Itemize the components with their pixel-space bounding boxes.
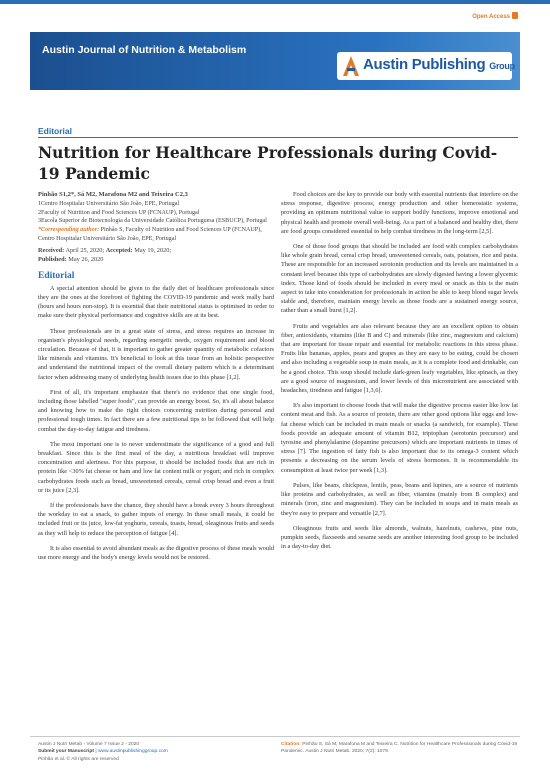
left-paragraph: If the professionals have the chance, they should have a break every 3 hours throughout the workday to eat a snack, to gather inputs of energy. In these small meals, it could be included fruit or its juice, low-fat yoghurts, cereals, toasts, bread, oleaginous fruits and seeds as they will help to reduce the perception of fatigue [4]. [38, 502, 274, 537]
right-paragraph: One of those food groups that should be included are food with complex carbohydrates like whole grain bread, cereal crisp bread, unsweetened cereals, oats, potatoes, rice and pasta. These are responsible for an increased serotonin production and its levels are maintained in a constant level because this type of carbohydrates are slowly digested having a lower glycemic index. Those kind of foods should be included in every meal or snack as this is the main aspect to take into consideration for professionals in action be able to keep blood sugar levels stable and, therefore, maintain energy levels as those foods are a sustained energy source, rather than a small burst [1,2]. [281, 243, 518, 315]
open-access-label: Open Access [472, 14, 510, 20]
corresponding-label: *Corresponding author: [38, 226, 100, 233]
citation-text: Pinhão S, Sá M, Marafona M and Teixeira C. Nutrition for Healthcare Professionals during Covid-19 Pandemic. Austin J Nutri Metab. 2020; 7(2): 1079. [281, 742, 518, 755]
affiliation-3: 3Escola Superior de Biotecnologia da Universidade Católica Portuguesa (ESBUCP), Portugal [38, 218, 267, 225]
accepted-label: Accepted: [105, 247, 133, 255]
section-divider [38, 137, 518, 138]
footer-citation [281, 741, 518, 756]
right-paragraph: Pulses, like beans, chickpeas, lentils, peas, beans and lupines, are a source of nutrients like proteins and carbohydrates, as well as fiber, vitamins (mainly from B complex) and minerals (iron, zinc and magnesium). They can be included in soups and in main meals as they're easy to prepare and versatile [2,7]. [281, 481, 518, 517]
open-access-badge [472, 12, 518, 20]
corresponding-author [38, 226, 274, 243]
left-paragraph: A special attention should be given to the daily diet of healthcare professionals since they are the ones at the forefront of fighting the COVID-19 pandemic and work really hard (hours and hours non-stop). It is essential that their nutritional status is optimised in order to make sure their physical performance and cognitive skills are at its best. [38, 284, 274, 320]
publisher-website-link[interactable]: | www.austinpublishinggroup.com [93, 749, 168, 755]
right-paragraph: Food choices are the key to provide our body with essential nutrients that interfere on the stress response, digestive process, energy production and other homeostatic systems, providing an optimum nutritional value to support bodily functions, improve emotional and physical health and promote overall well-being. As a part of a balanced and healthy diet, there are food groups considered essential to help combat tiredness in the long-term [2,5]. [281, 191, 518, 235]
footer-divider [30, 736, 520, 737]
affiliation-2: 2Faculty of Nutrition and Food Sciences UP (FCNAUP), Portugal [38, 209, 200, 216]
footer-journal-line: Austin J Nutri Metab - Volume 7 Issue 2 - 2020 [38, 742, 140, 747]
editorial-heading: Editorial [38, 270, 75, 281]
journal-banner [30, 32, 520, 90]
submit-manuscript-label: Submit your Manuscript [38, 749, 94, 755]
publisher-a-icon [341, 55, 361, 77]
footer-journal-info [38, 741, 248, 763]
publisher-main: Austin Publishing [363, 56, 486, 73]
publisher-logo[interactable] [337, 52, 515, 80]
left-paragraph: It is also essential to avoid abundant meals as the digestive process of these meals would use more energy and the body's energy levels would not be restored. [38, 544, 274, 562]
accepted-date: May 19, 2020; [132, 247, 172, 255]
published-label: Published: [38, 256, 67, 264]
left-paragraph: First of all, it's important emphasize that there's no evidence that one single food, including those labelled "super foods", can provide an energy boost. So, it's all about balance and knowing how to make the right choices concerning nutrition during personal and professional tough times. In fact there are a few nutritional tips to be followed that will help combat the day-to-day fatigue and tiredness. [38, 388, 274, 433]
received-label: Received: [38, 247, 65, 255]
received-date: April 25, 2020; [64, 247, 106, 255]
affiliation-1: 1Centro Hospitalar Universitário São João, EPE, Portugal [38, 201, 180, 208]
left-paragraph: Those professionals are in a great state of stress, and stress requires an increase in organism's physiological needs, regarding energetic needs, oxygen requirement and blood circulation. Because of that, it is important to gather greater quantity of metabolic cofactors like minerals and vitamins. It's beneficial to look at this issue from an holistic perspective and understand the nutritional impact of the overall dietary pattern which is a determinant factor when addressing many of underlying health issues due to this phase [1,2]. [38, 327, 274, 381]
top-accent-strip [0, 0, 550, 4]
right-column [281, 190, 518, 557]
right-paragraph: It's also important to choose foods that will make the digestive process easier like low fat content meat and fish. As a source of protein, there are other good options like eggs and low-fat cheese which can be included in main meals or snacks (a sandwich, for example). These foods provide an adequate amount of vitamin B12, triptophan (serotonin precursor) and tyrosine and phenylalanine (dopamine precursors) which are important nutrients in times of stress [7]. The ingestion of fatty fish is also important due to its omega-3 content which presents a decreasing on the serum levels of stress hormones. It is recommendable its consumption at least twice per week [1,3]. [281, 402, 518, 474]
article-dates [38, 246, 274, 264]
journal-name: Austin Journal of Nutrition & Metabolism [42, 44, 247, 56]
lock-icon [512, 12, 518, 19]
left-column [38, 190, 274, 568]
section-label: Editorial [38, 126, 73, 136]
publisher-name [363, 56, 515, 73]
right-paragraph: Fruits and vegetables are also relevant because they are an excellent option to obtain fiber, antioxidants, vitamins (like B and C) and minerals (like zinc, magnesium and calcium) that are important for tissue repair and essential for metabolic reactions in this stress phase. Fruits like bananas, apples, pears and grapes as they are easy to be eating, could be chosen and also including a vegetable soup in main meals, as it is a complete food and drinkable, can be a good choice. This soup should include dark-green leafy vegetables, like spinach, as they are a good source of magnesium, and lower levels of this micronutrient are associated with headaches, tiredness and fatigue [1,3,6]. [281, 322, 518, 395]
article-title: Nutrition for Healthcare Professionals during Covid-19 Pandemic [38, 143, 498, 183]
citation-label: Citation: [281, 742, 301, 747]
author-list: Pinhão S1,2*, Sá M2, Marafona M2 and Teixeira C2,3 [38, 191, 188, 198]
left-paragraph: The most important one is to never underestimate the significance of a good and full breakfast. Since this is the first meal of the day, a nutritious breakfast will improve concentration and alertness. For this purpose, it should be included foods that are rich in protein like <30% fat cheese or ham and low fat content milk or yogurt; and rich in complex carbohydrates foods such as bread, unsweetened cereals, cereal crisp bread and even a fruit or its juice [2,3]. [38, 440, 274, 494]
published-date: May 26, 2020 [66, 256, 104, 264]
footer-rights: Pinhão et al. © All rights are reserved [38, 756, 119, 762]
right-paragraph: Oleaginous fruits and seeds like almonds, walnuts, hazelnuts, cashews, pine nuts, pumpkin seeds, flaxseeds and sesame seeds are another interesting food group to be included in a day-to-day diet. [281, 524, 518, 551]
publisher-suffix: Group [489, 61, 515, 71]
corresponding-text: Pinhão S, Faculty of Nutrition and Food Sciences UP (FCNAUP), Centro Hospitalar Universitário São João, EPE, Portugal [38, 226, 262, 242]
footer-submit-line [38, 748, 248, 755]
